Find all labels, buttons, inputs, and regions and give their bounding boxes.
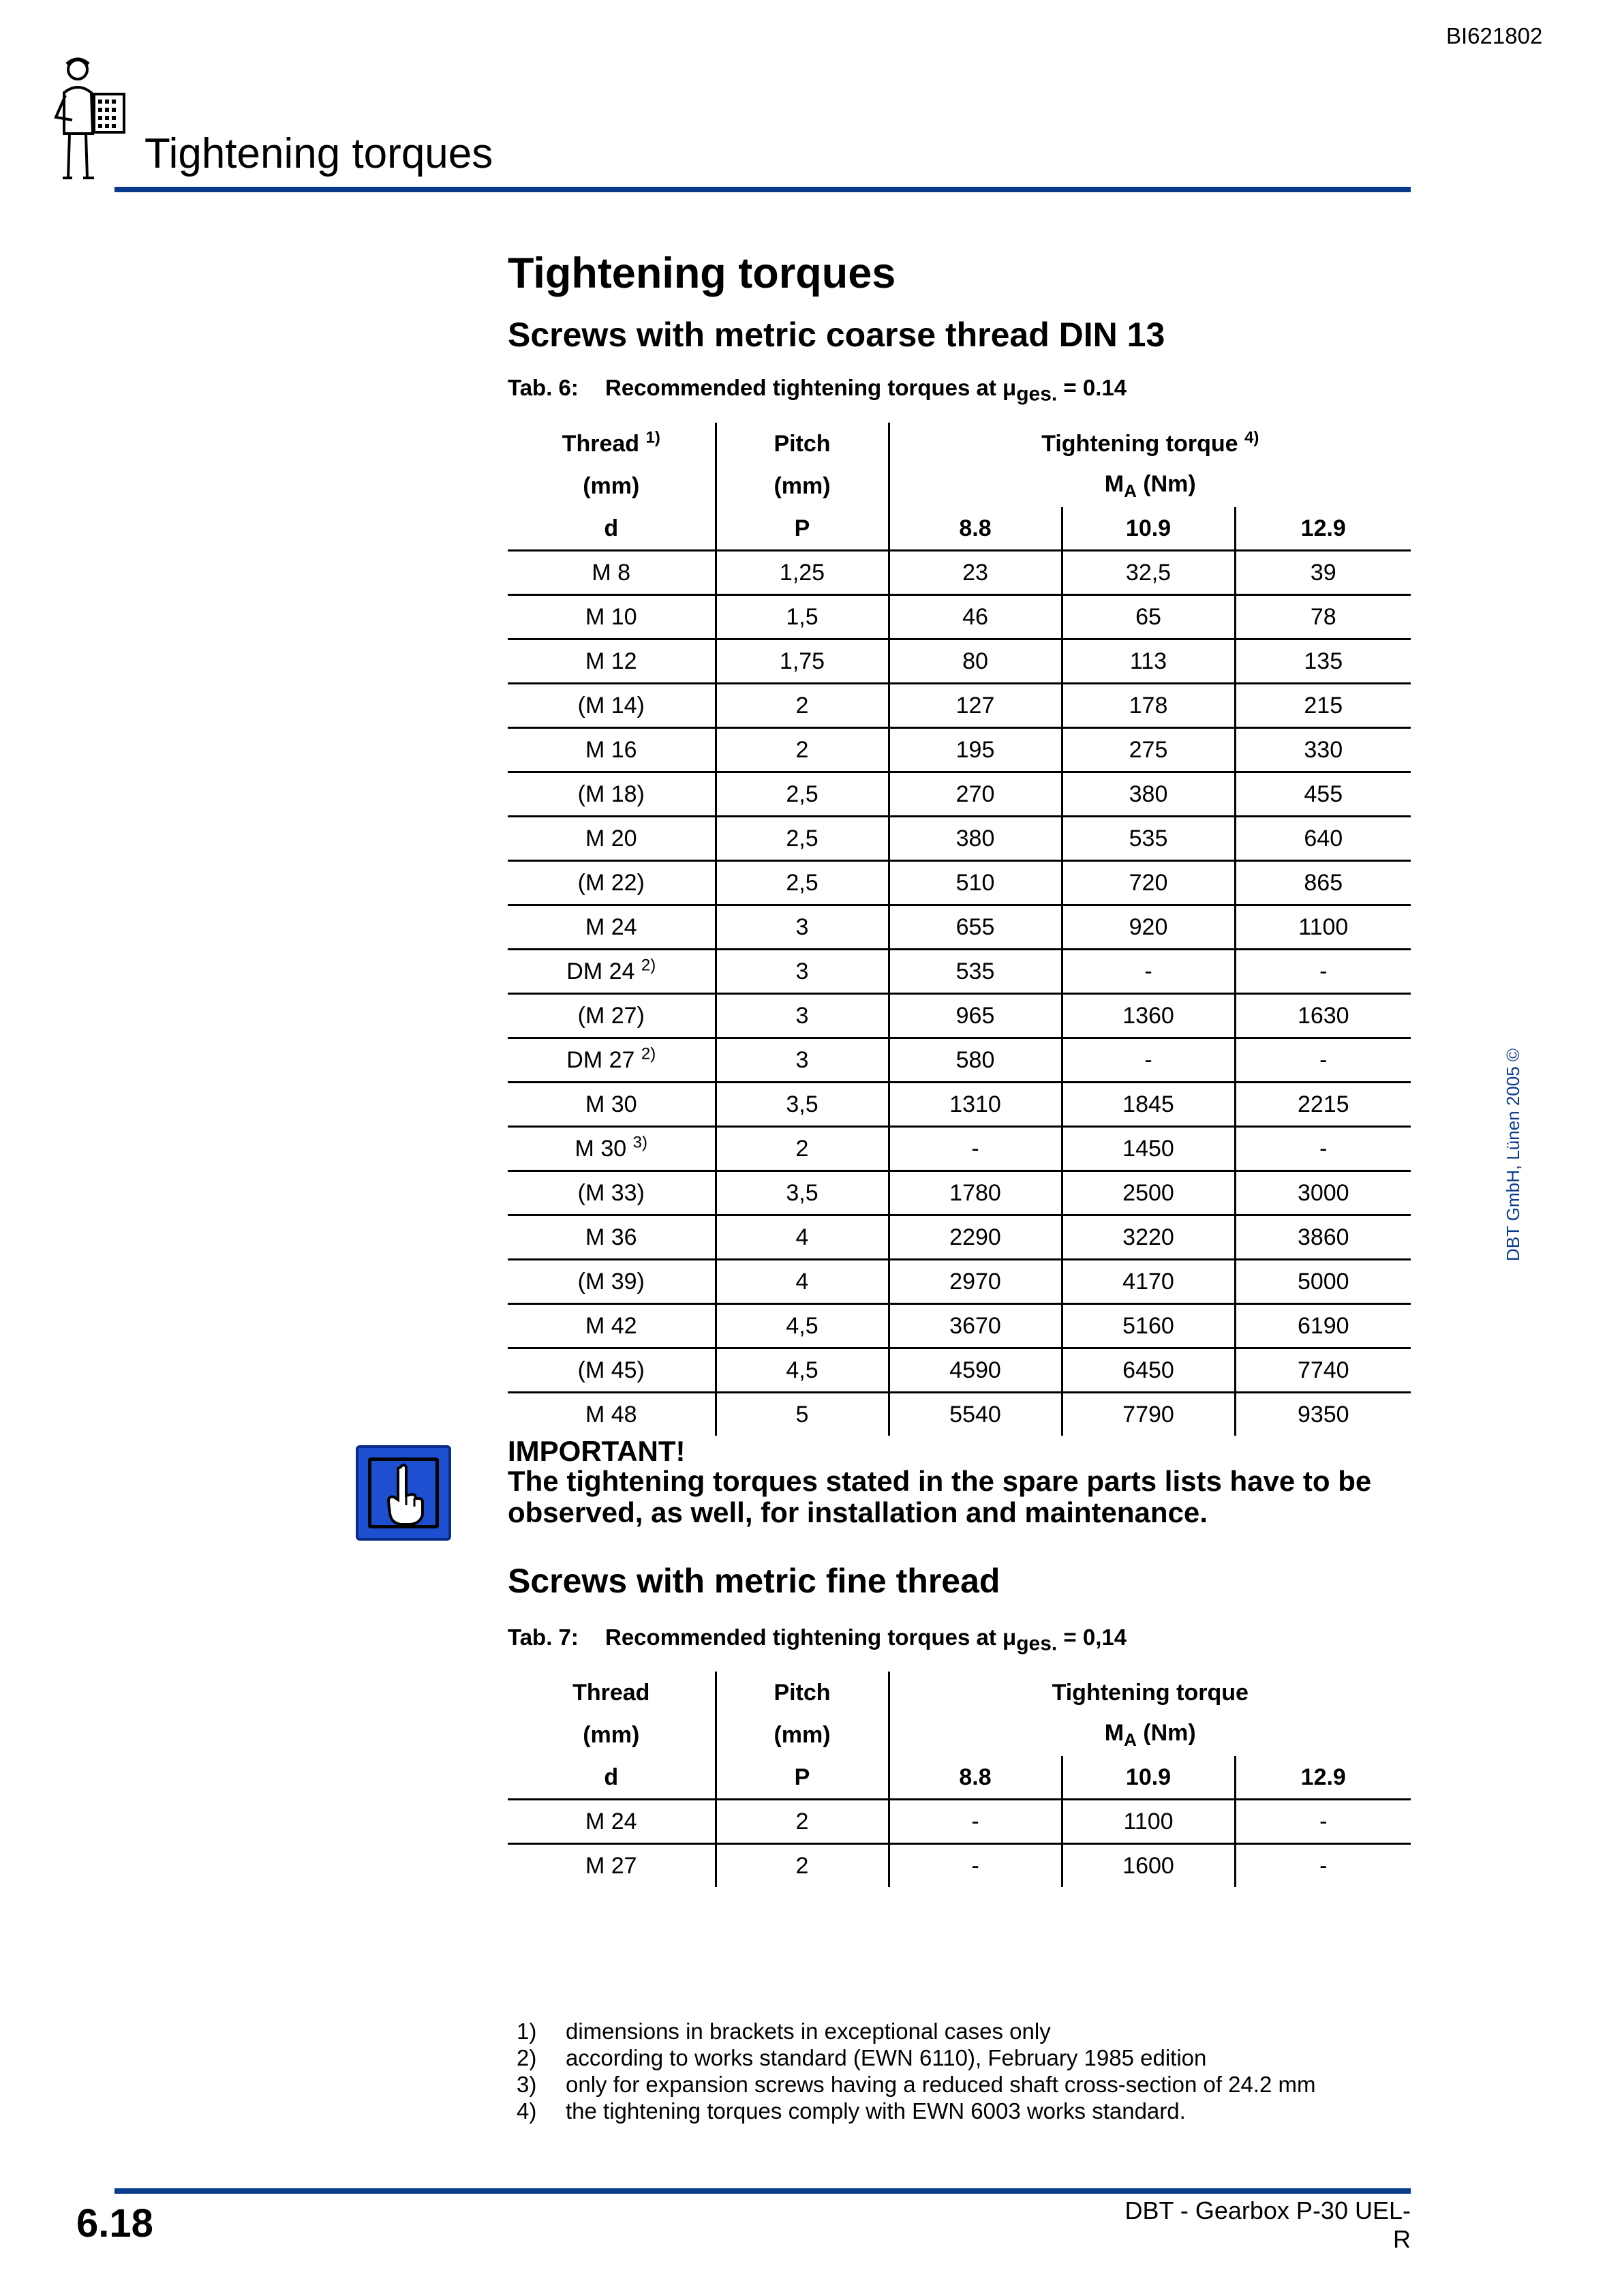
page-title: Tightening torques	[508, 250, 896, 297]
table6-cell-pitch: 4,5	[716, 1304, 889, 1348]
table6-cell-pitch: 3	[716, 905, 889, 950]
table7-cell-torque-8-8: -	[889, 1844, 1062, 1888]
table6-row	[508, 994, 1411, 1038]
page-number: 6.18	[76, 2201, 153, 2246]
table6-cell-pitch: 1,25	[716, 551, 889, 595]
table6-cell-torque-8-8: 2970	[889, 1260, 1062, 1304]
table7-cell-torque-12-9: -	[1235, 1844, 1411, 1888]
table6-cell-torque-10-9: 32,5	[1062, 551, 1235, 595]
table7-cell-torque-12-9: -	[1235, 1800, 1411, 1844]
table6-cell-thread: DM 24 $^{2)}$	[508, 950, 716, 994]
table6-cell-torque-10-9: 5160	[1062, 1304, 1235, 1348]
table6-cell-torque-10-9: 380	[1062, 772, 1235, 817]
table6-cell-torque-12-9: 2215	[1235, 1083, 1411, 1127]
table6-cell-torque-12-9: 330	[1235, 728, 1411, 772]
table6-cell-torque-8-8: 580	[889, 1038, 1062, 1083]
table6-caption-text: Recommended tightening torques at μ	[605, 375, 1017, 400]
table6-header-thread: Thread $^{1)}$	[562, 428, 660, 457]
table6-cell-thread: M 36	[508, 1215, 716, 1260]
table6-cell-torque-8-8: 380	[889, 817, 1062, 861]
table7-caption-text: Recommended tightening torques at μ	[605, 1625, 1017, 1650]
table6-cell-pitch: 5	[716, 1393, 889, 1436]
important-text: The tightening torques stated in the spare parts lists have to be observed, as well, for installation and maintenance.	[508, 1465, 1372, 1528]
table6-cell-torque-10-9: 178	[1062, 684, 1235, 728]
table6-cell-pitch: 4	[716, 1215, 889, 1260]
table6-unit-torque: $M_A$ (Nm)	[889, 465, 1411, 507]
document-name: DBT - Gearbox P-30 UEL-R	[1124, 2196, 1411, 2253]
table7-cell-thread: M 27	[585, 1852, 637, 1879]
table6-cell-thread: DM 27 $^{2)}$	[508, 1038, 716, 1083]
table6-cell-pitch: 3,5	[716, 1083, 889, 1127]
footnote: 1) dimensions in brackets in exceptional cases only	[517, 2019, 1051, 2044]
table6-cell-torque-8-8: 655	[889, 905, 1062, 950]
table7-grade-10-9: 10.9	[1062, 1756, 1235, 1800]
table6-cell-torque-10-9: 4170	[1062, 1260, 1235, 1304]
table6-cell-pitch: 1,75	[716, 639, 889, 684]
table6-cell-pitch: 3	[716, 1038, 889, 1083]
table6-cell-torque-8-8: 46	[889, 595, 1062, 639]
table6-cell-torque-10-9: 1450	[1062, 1127, 1235, 1171]
table6-cell-pitch: 3,5	[716, 1171, 889, 1215]
copyright-notice: DBT GmbH, Lünen 2005 ©	[1503, 1048, 1523, 1261]
table6-cell-torque-10-9: 275	[1062, 728, 1235, 772]
table6-cell-torque-12-9: 6190	[1235, 1304, 1411, 1348]
table6-cell-pitch: 2	[716, 1127, 889, 1171]
table6-caption	[508, 375, 1127, 406]
table7	[508, 1672, 1411, 1887]
table6-cell-torque-10-9: 6450	[1062, 1348, 1235, 1393]
table6-symbol-p: P	[716, 507, 889, 551]
table6-cell-pitch: 2,5	[716, 772, 889, 817]
header-rule	[114, 187, 1411, 192]
table7-unit-pitch: (mm)	[716, 1714, 889, 1756]
table6-cell-torque-8-8: 5540	[889, 1393, 1062, 1436]
table6-cell-thread: M 20	[508, 817, 716, 861]
table7-caption-number: Tab. 7:	[508, 1625, 579, 1650]
table6-row	[508, 1083, 1411, 1127]
table6-cell-torque-10-9: 1360	[1062, 994, 1235, 1038]
table6-row	[508, 1304, 1411, 1348]
table6-cell-torque-12-9: 5000	[1235, 1260, 1411, 1304]
table6-cell-thread: M 8	[508, 551, 716, 595]
table6-cell-torque-8-8: 3670	[889, 1304, 1062, 1348]
table6-cell-pitch: 4	[716, 1260, 889, 1304]
table6-cell-torque-12-9: 7740	[1235, 1348, 1411, 1393]
table7-symbol-d: d	[508, 1756, 716, 1800]
table7-cell-torque-10-9: 1100	[1062, 1800, 1235, 1844]
table7-cell-torque-10-9: 1600	[1062, 1844, 1235, 1888]
table7-grade-8-8: 8.8	[889, 1756, 1062, 1800]
table6-cell-torque-12-9: 1630	[1235, 994, 1411, 1038]
table6-cell-torque-10-9: 720	[1062, 861, 1235, 905]
table6-row	[508, 639, 1411, 684]
table6-caption-number: Tab. 6:	[508, 375, 579, 400]
table7-row	[508, 1800, 1411, 1844]
table6-caption-sub: ges.	[1016, 382, 1058, 406]
table7-caption	[508, 1625, 1127, 1656]
section2-heading: Screws with metric fine thread	[508, 1562, 1000, 1600]
table6-unit-thread: (mm)	[583, 472, 640, 499]
table6-cell-thread: M 30	[508, 1083, 716, 1127]
table7-row	[508, 1844, 1411, 1888]
table6-cell-thread: (M 45)	[508, 1348, 716, 1393]
table6-header-torque: Tightening torque $^{4)}$	[889, 423, 1411, 465]
table6-cell-torque-12-9: -	[1235, 950, 1411, 994]
header-title: Tightening torques	[144, 130, 493, 177]
table6-cell-torque-12-9: 9350	[1235, 1393, 1411, 1436]
table6-cell-torque-12-9: 78	[1235, 595, 1411, 639]
table6-row	[508, 817, 1411, 861]
table6-cell-thread: M 30 $^{3)}$	[508, 1127, 716, 1171]
table6-row	[508, 595, 1411, 639]
table6-cell-torque-12-9: -	[1235, 1038, 1411, 1083]
table6-cell-torque-12-9: 865	[1235, 861, 1411, 905]
table6-cell-torque-12-9: 455	[1235, 772, 1411, 817]
table6	[508, 423, 1411, 1436]
table6-cell-torque-8-8: 127	[889, 684, 1062, 728]
table6-row	[508, 950, 1411, 994]
table6-cell-thread: (M 22)	[508, 861, 716, 905]
table6-cell-torque-8-8: 1310	[889, 1083, 1062, 1127]
table6-grade-8-8: 8.8	[889, 507, 1062, 551]
table7-header-pitch: Pitch	[716, 1672, 889, 1714]
footnote: 4) the tightening torques comply with EWN 6003 works standard.	[517, 2098, 1186, 2124]
table6-cell-torque-8-8: 80	[889, 639, 1062, 684]
table6-cell-pitch: 3	[716, 950, 889, 994]
table6-cell-torque-10-9: 113	[1062, 639, 1235, 684]
table6-cell-thread: M 12	[508, 639, 716, 684]
table6-cell-torque-8-8: 2290	[889, 1215, 1062, 1260]
table7-cell-thread: M 24	[508, 1800, 716, 1844]
table6-cell-pitch: 1,5	[716, 595, 889, 639]
table6-row	[508, 861, 1411, 905]
table6-cell-thread: (M 18)	[508, 772, 716, 817]
table6-cell-torque-12-9: 215	[1235, 684, 1411, 728]
table7-header-torque: Tightening torque	[889, 1672, 1411, 1714]
footnotes	[517, 2018, 1316, 2124]
table6-cell-torque-10-9: 2500	[1062, 1171, 1235, 1215]
table6-cell-thread: (M 27)	[508, 994, 716, 1038]
table6-row	[508, 1215, 1411, 1260]
table6-row	[508, 1260, 1411, 1304]
table6-cell-pitch: 4,5	[716, 1348, 889, 1393]
table6-grade-12-9: 12.9	[1235, 507, 1411, 551]
table6-cell-torque-10-9: -	[1062, 1038, 1235, 1083]
table6-cell-thread: M 48	[585, 1401, 637, 1428]
worker-with-manual-icon	[52, 52, 134, 181]
table7-cell-torque-8-8: -	[889, 1800, 1062, 1844]
table6-row	[508, 1348, 1411, 1393]
table6-cell-pitch: 3	[716, 994, 889, 1038]
table6-cell-thread: M 42	[508, 1304, 716, 1348]
table6-cell-torque-8-8: 510	[889, 861, 1062, 905]
table6-unit-pitch: (mm)	[716, 465, 889, 507]
table7-cell-pitch: 2	[716, 1844, 889, 1888]
table7-header-thread: Thread	[572, 1679, 650, 1706]
table7-symbol-p: P	[716, 1756, 889, 1800]
table7-grade-12-9: 12.9	[1235, 1756, 1411, 1800]
footnote: 3) only for expansion screws having a reduced shaft cross-section of 24.2 mm	[517, 2072, 1316, 2097]
table6-row	[508, 1171, 1411, 1215]
document-id: BI621802	[1446, 23, 1543, 48]
table6-cell-torque-12-9: 3000	[1235, 1171, 1411, 1215]
table6-cell-torque-10-9: -	[1062, 950, 1235, 994]
table6-row	[508, 772, 1411, 817]
table6-header-pitch: Pitch	[716, 423, 889, 465]
footer-rule	[114, 2188, 1411, 2194]
table7-caption-value: = 0,14	[1057, 1625, 1127, 1650]
table6-cell-pitch: 2	[716, 728, 889, 772]
table6-cell-torque-12-9: 135	[1235, 639, 1411, 684]
table6-cell-thread: (M 14)	[508, 684, 716, 728]
table6-cell-torque-12-9: -	[1235, 1127, 1411, 1171]
table6-cell-pitch: 2,5	[716, 861, 889, 905]
table6-cell-torque-8-8: 270	[889, 772, 1062, 817]
table6-row	[508, 1127, 1411, 1171]
footnote: 2) according to works standard (EWN 6110), February 1985 edition	[517, 2045, 1207, 2070]
table7-caption-sub: ges.	[1016, 1632, 1058, 1655]
table6-row	[508, 1393, 1411, 1436]
table7-unit-thread: (mm)	[583, 1721, 640, 1748]
table6-cell-torque-12-9: 1100	[1235, 905, 1411, 950]
table6-cell-torque-8-8: 23	[889, 551, 1062, 595]
table6-cell-torque-10-9: 1845	[1062, 1083, 1235, 1127]
table6-cell-torque-10-9: 7790	[1062, 1393, 1235, 1436]
table6-row	[508, 1038, 1411, 1083]
table6-row	[508, 728, 1411, 772]
table6-cell-torque-12-9: 3860	[1235, 1215, 1411, 1260]
table6-cell-thread: M 10	[508, 595, 716, 639]
table6-cell-pitch: 2,5	[716, 817, 889, 861]
table6-cell-torque-10-9: 920	[1062, 905, 1235, 950]
table6-cell-torque-8-8: 4590	[889, 1348, 1062, 1393]
table7-unit-torque: $M_A$ (Nm)	[889, 1714, 1411, 1756]
table6-cell-torque-8-8: 535	[889, 950, 1062, 994]
table6-cell-torque-8-8: 1780	[889, 1171, 1062, 1215]
table6-grade-10-9: 10.9	[1062, 507, 1235, 551]
table6-cell-thread: (M 33)	[508, 1171, 716, 1215]
pointing-hand-icon	[356, 1445, 451, 1541]
table6-cell-pitch: 2	[716, 684, 889, 728]
table6-cell-torque-10-9: 65	[1062, 595, 1235, 639]
table6-row	[508, 551, 1411, 595]
table6-symbol-d: d	[508, 507, 716, 551]
table6-row	[508, 905, 1411, 950]
table6-cell-torque-10-9: 3220	[1062, 1215, 1235, 1260]
table6-cell-torque-8-8: -	[889, 1127, 1062, 1171]
table6-cell-torque-10-9: 535	[1062, 817, 1235, 861]
table6-cell-torque-12-9: 39	[1235, 551, 1411, 595]
table6-cell-torque-8-8: 195	[889, 728, 1062, 772]
table6-cell-thread: (M 39)	[508, 1260, 716, 1304]
table7-cell-pitch: 2	[716, 1800, 889, 1844]
section1-heading: Screws with metric coarse thread DIN 13	[508, 316, 1165, 354]
important-title: IMPORTANT!	[508, 1435, 686, 1467]
table6-caption-value: = 0.14	[1057, 375, 1127, 400]
table6-cell-thread: M 24	[508, 905, 716, 950]
table6-row	[508, 684, 1411, 728]
table6-cell-torque-12-9: 640	[1235, 817, 1411, 861]
table6-cell-thread: M 16	[508, 728, 716, 772]
table6-cell-torque-8-8: 965	[889, 994, 1062, 1038]
